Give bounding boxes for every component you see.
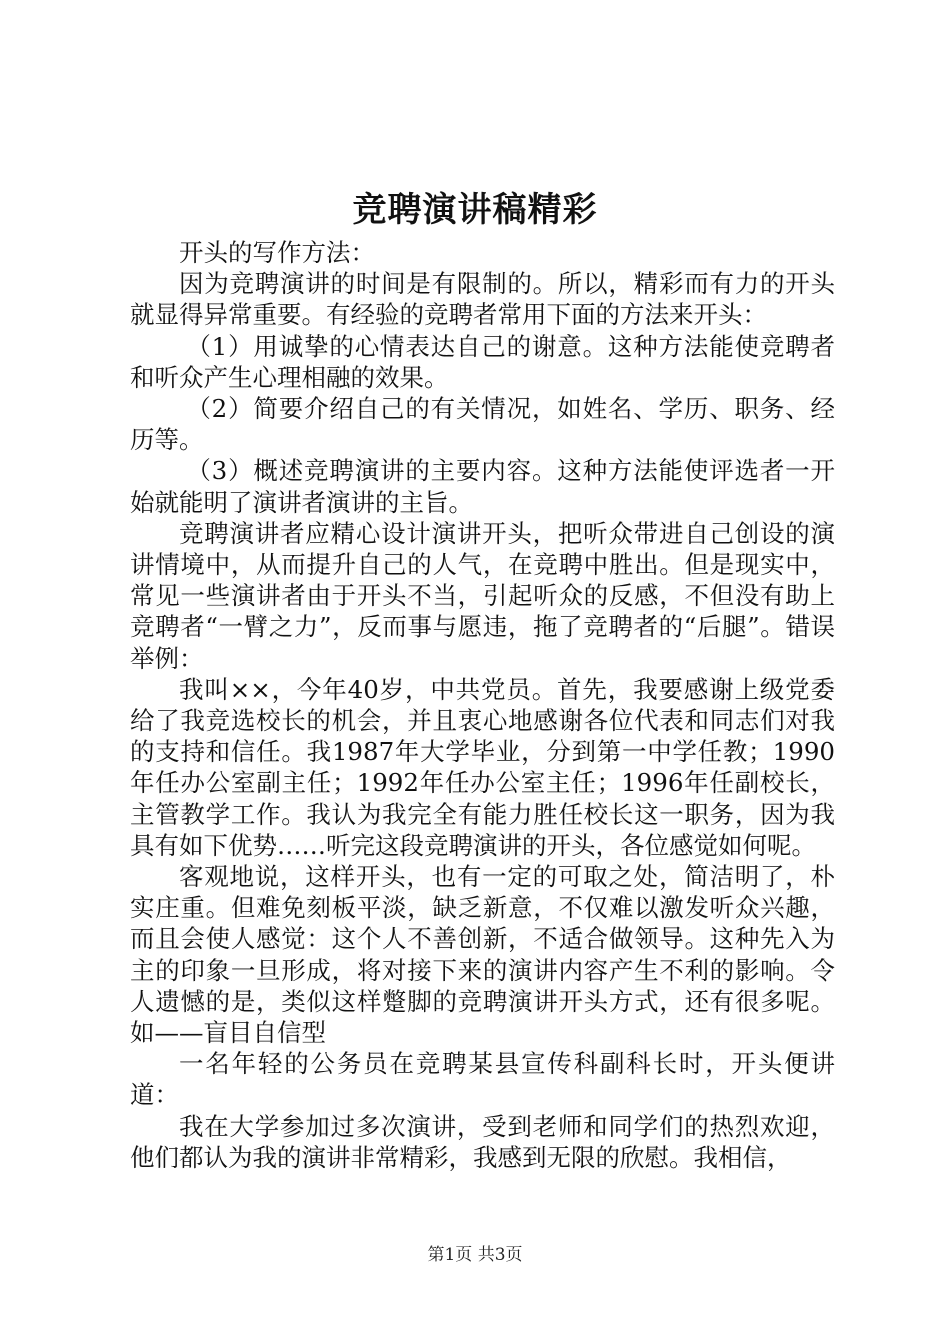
paragraph-method-2: （2）简要介绍自己的有关情况，如姓名、学历、职务、经历等。: [130, 394, 835, 455]
document-title: 竞聘演讲稿精彩: [352, 190, 598, 230]
paragraph-overconfident-example: 我在大学参加过多次演讲，受到老师和同学们的热烈欢迎，他们都认为我的演讲非常精彩，我感到无限的欣慰。我相信，: [130, 1111, 835, 1172]
paragraph-opening-heading: 开头的写作方法：: [179, 238, 375, 267]
page-footer: 第1页 共3页: [427, 1245, 523, 1265]
paragraph-analysis: 客观地说，这样开头，也有一定的可取之处，简洁明了，朴实庄重。但难免刻板平淡，缺乏新意，不仅难以激发听众兴趣，而且会使人感觉：这个人不善创新，不适合做领导。这种先入为主的印象一旦形成，将对接下来的演讲内容产生不利的影响。令人遗憾的是，类似这样蹩脚的竞聘演讲开头方式，还有很多呢。如——盲目自信型: [130, 862, 835, 1048]
paragraph-bad-example: 我叫××，今年40岁，中共党员。首先，我要感谢上级党委给了我竞选校长的机会，并且衷心地感谢各位代表和同志们对我的支持和信任。我1987年大学毕业，分到第一中学任教；1990年任办公室副主任；1992年任办公室主任；1996年任副校长，主管教学工作。我认为我完全有能力胜任校长这一职务，因为我具有如下优势……听完这段竞聘演讲的开头，各位感觉如何呢。: [130, 674, 835, 860]
paragraph-design-opening: 竞聘演讲者应精心设计演讲开头，把听众带进自己创设的演讲情境中，从而提升自己的人气，在竞聘中胜出。但是现实中，常见一些演讲者由于开头不当，引起听众的反感，不但没有助上竞聘者“一臂之力”，反而事与愿违，拖了竞聘者的“后腿”。错误举例：: [130, 518, 835, 673]
paragraph-method-3: （3）概述竞聘演讲的主要内容。这种方法能使评选者一开始就能明了演讲者演讲的主旨。: [130, 456, 835, 517]
paragraph-method-1: （1）用诚挚的心情表达自己的谢意。这种方法能使竞聘者和听众产生心理相融的效果。: [130, 331, 835, 392]
document-body: [130, 237, 835, 1173]
paragraph-importance: 因为竞聘演讲的时间是有限制的。所以，精彩而有力的开头就显得异常重要。有经验的竞聘者常用下面的方法来开头：: [130, 269, 835, 330]
paragraph-civil-servant: 一名年轻的公务员在竞聘某县宣传科副科长时，开头便讲道：: [130, 1049, 835, 1110]
